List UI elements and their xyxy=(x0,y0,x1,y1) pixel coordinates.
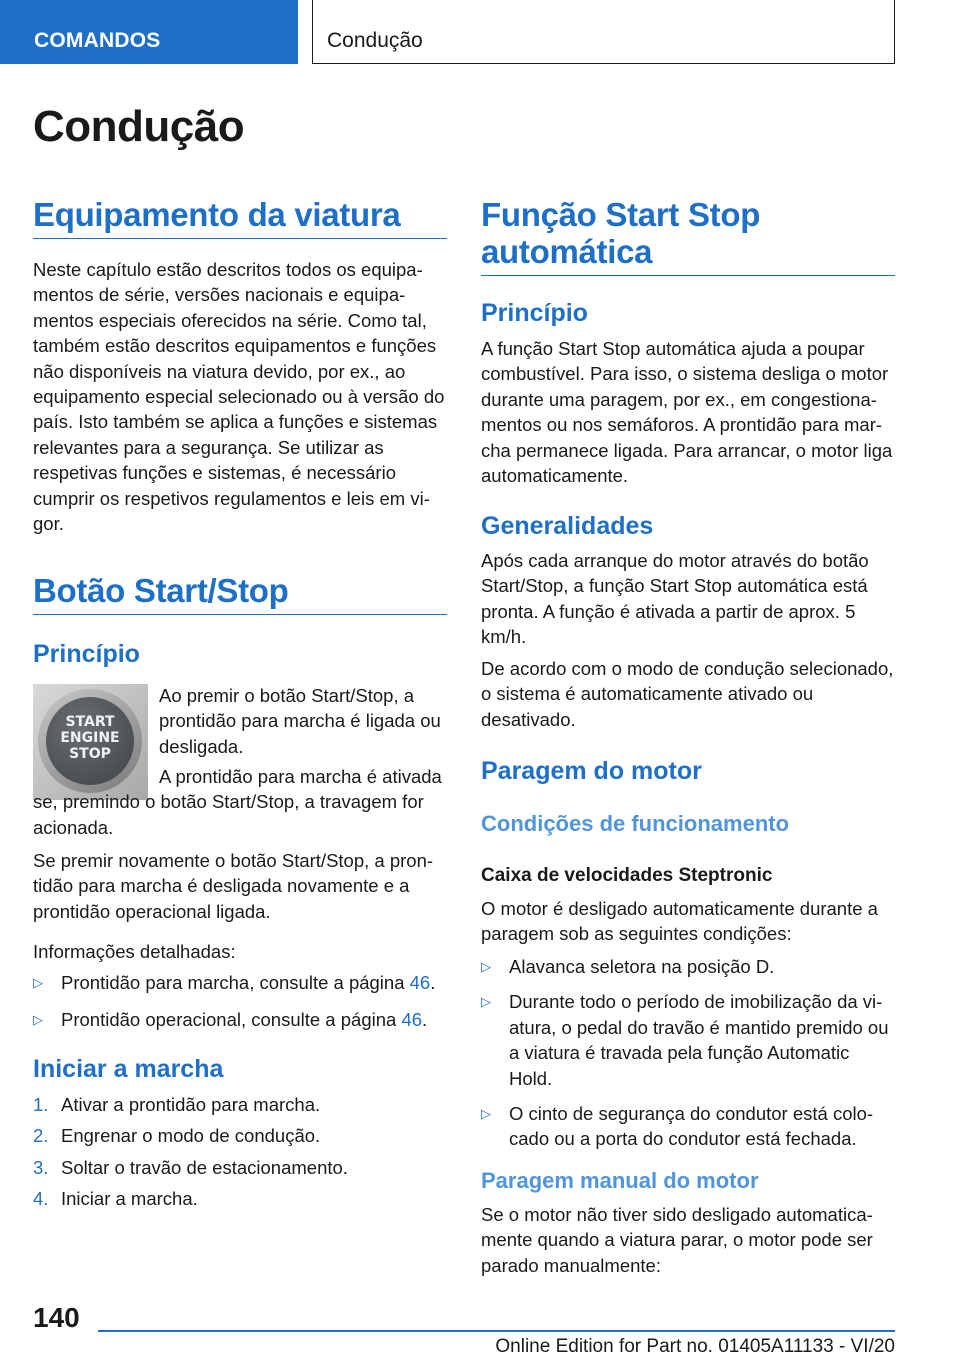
paragraph-equipamento: Neste capítulo estão descritos todos os equipamentos de série, versões nacionais e equipamentos especiais oferecidos na série. Como tal, também estão descritos equipamentos e funções não disponíveis na viatura devido, por ex., ao equipamento especial selecionado ou à versão do país. Isto também se aplica a funções e sistemas relevantes para a segurança. Se utilizar as respetivas funções e sistemas, é necessário cumprir os respetivos regulamentos e leis em vigor. xyxy=(33,259,445,535)
page-link[interactable]: 46 xyxy=(409,972,431,993)
heading-botao-start-stop: Botão Start/Stop xyxy=(33,572,447,615)
footer-edition: Online Edition for Part no. 01405A11133 - VI/20 xyxy=(495,1336,895,1357)
paragraph-generalidades-1: Após cada arranque do motor através do botão Start/Stop, a função Start Stop automática está pronta. A função é ativada a partir de aprox. 5 km/h. xyxy=(481,550,869,648)
heading-funcao-start-stop: Função Start Stop automática xyxy=(481,196,895,276)
page-link[interactable]: 46 xyxy=(401,1009,423,1031)
button-engraving: START ENGINE STOP xyxy=(60,714,120,762)
chapter-tab: Condução xyxy=(312,0,895,64)
list-item: ▷ Durante todo o período de imobilização da viatura, o pedal do travão é mantido premido ou a viatura é travada pela função Automatic Hold. xyxy=(481,991,889,1089)
heading-equipamento: Equipamento da viatura xyxy=(33,196,447,239)
heading-iniciar-marcha: Iniciar a marcha xyxy=(33,1055,224,1083)
section-tab: COMANDOS xyxy=(0,0,298,64)
triangle-right-outline-icon: ▷ xyxy=(481,994,491,1010)
heading-paragem-manual: Paragem manual do motor xyxy=(481,1168,759,1193)
heading-principio-funcao: Princípio xyxy=(481,299,588,327)
page-title: Condução xyxy=(33,102,245,151)
paragraph-principio-2: A prontidão para marcha é ativada se, premindo o botão Start/Stop, a travagem for acionada. xyxy=(33,766,442,838)
triangle-right-outline-icon: ▷ xyxy=(481,1106,491,1122)
paragraph-principio-1: Ao premir o botão Start/Stop, a prontidão para marcha é ligada ou desligada. xyxy=(159,685,441,757)
paragraph-info: Informações detalhadas: xyxy=(33,941,236,962)
reference-list xyxy=(33,970,447,1033)
triangle-right-outline-icon: ▷ xyxy=(481,959,491,974)
list-item: ▷ Alavanca seletora na posição D. xyxy=(481,954,895,979)
list-item: 3. Soltar o travão de estacionamento. xyxy=(33,1156,348,1178)
heading-generalidades: Generalidades xyxy=(481,512,654,540)
steps-list xyxy=(33,1092,447,1212)
heading-paragem-motor: Paragem do motor xyxy=(481,757,702,785)
paragraph-caixa: O motor é desligado automaticamente durante a paragem sob as seguintes condições: xyxy=(481,898,878,945)
triangle-right-outline-icon: ▷ xyxy=(33,1012,43,1028)
paragraph-paragem-manual: Se o motor não tiver sido desligado automaticamente quando a viatura parar, o motor pode ser parado manualmente: xyxy=(481,1204,873,1276)
paragraph-principio-3: Se premir novamente o botão Start/Stop, a prontidão para marcha é desligada novamente e a prontidão operacional ligada. xyxy=(33,850,434,922)
heading-condicoes: Condições de funcionamento xyxy=(481,811,790,836)
triangle-right-outline-icon: ▷ xyxy=(33,975,43,990)
paragraph-principio-funcao: A função Start Stop automática ajuda a poupar combustível. Para isso, o sistema desliga o motor durante uma paragem, por ex., em congestionamentos ou nos semáforos. A prontidão para marcha permanece ligada. Para arrancar, o motor liga automaticamente. xyxy=(481,338,893,487)
heading-caixa-steptronic: Caixa de velocidades Steptronic xyxy=(481,865,773,886)
list-item: 2. Engrenar o modo de condução. xyxy=(33,1125,321,1147)
page-number: 140 xyxy=(33,1302,80,1333)
list-item: ▷ O cinto de segurança do condutor está colocado ou a porta do condutor está fechada. xyxy=(481,1103,874,1150)
conditions-list xyxy=(481,954,895,1152)
list-item: ▷ Prontidão operacional, consulte a página 46. xyxy=(33,1007,447,1032)
footer-divider xyxy=(98,1330,895,1332)
paragraph-generalidades-2: De acordo com o modo de condução selecionado, o sistema é automaticamente ativado ou desativado. xyxy=(481,658,894,730)
list-item: 4. Iniciar a marcha. xyxy=(33,1188,198,1210)
list-item: ▷ Prontidão para marcha, consulte a página 46. xyxy=(33,970,447,995)
heading-principio-botao: Princípio xyxy=(33,640,140,668)
list-item: 1. Ativar a prontidão para marcha. xyxy=(33,1094,321,1115)
